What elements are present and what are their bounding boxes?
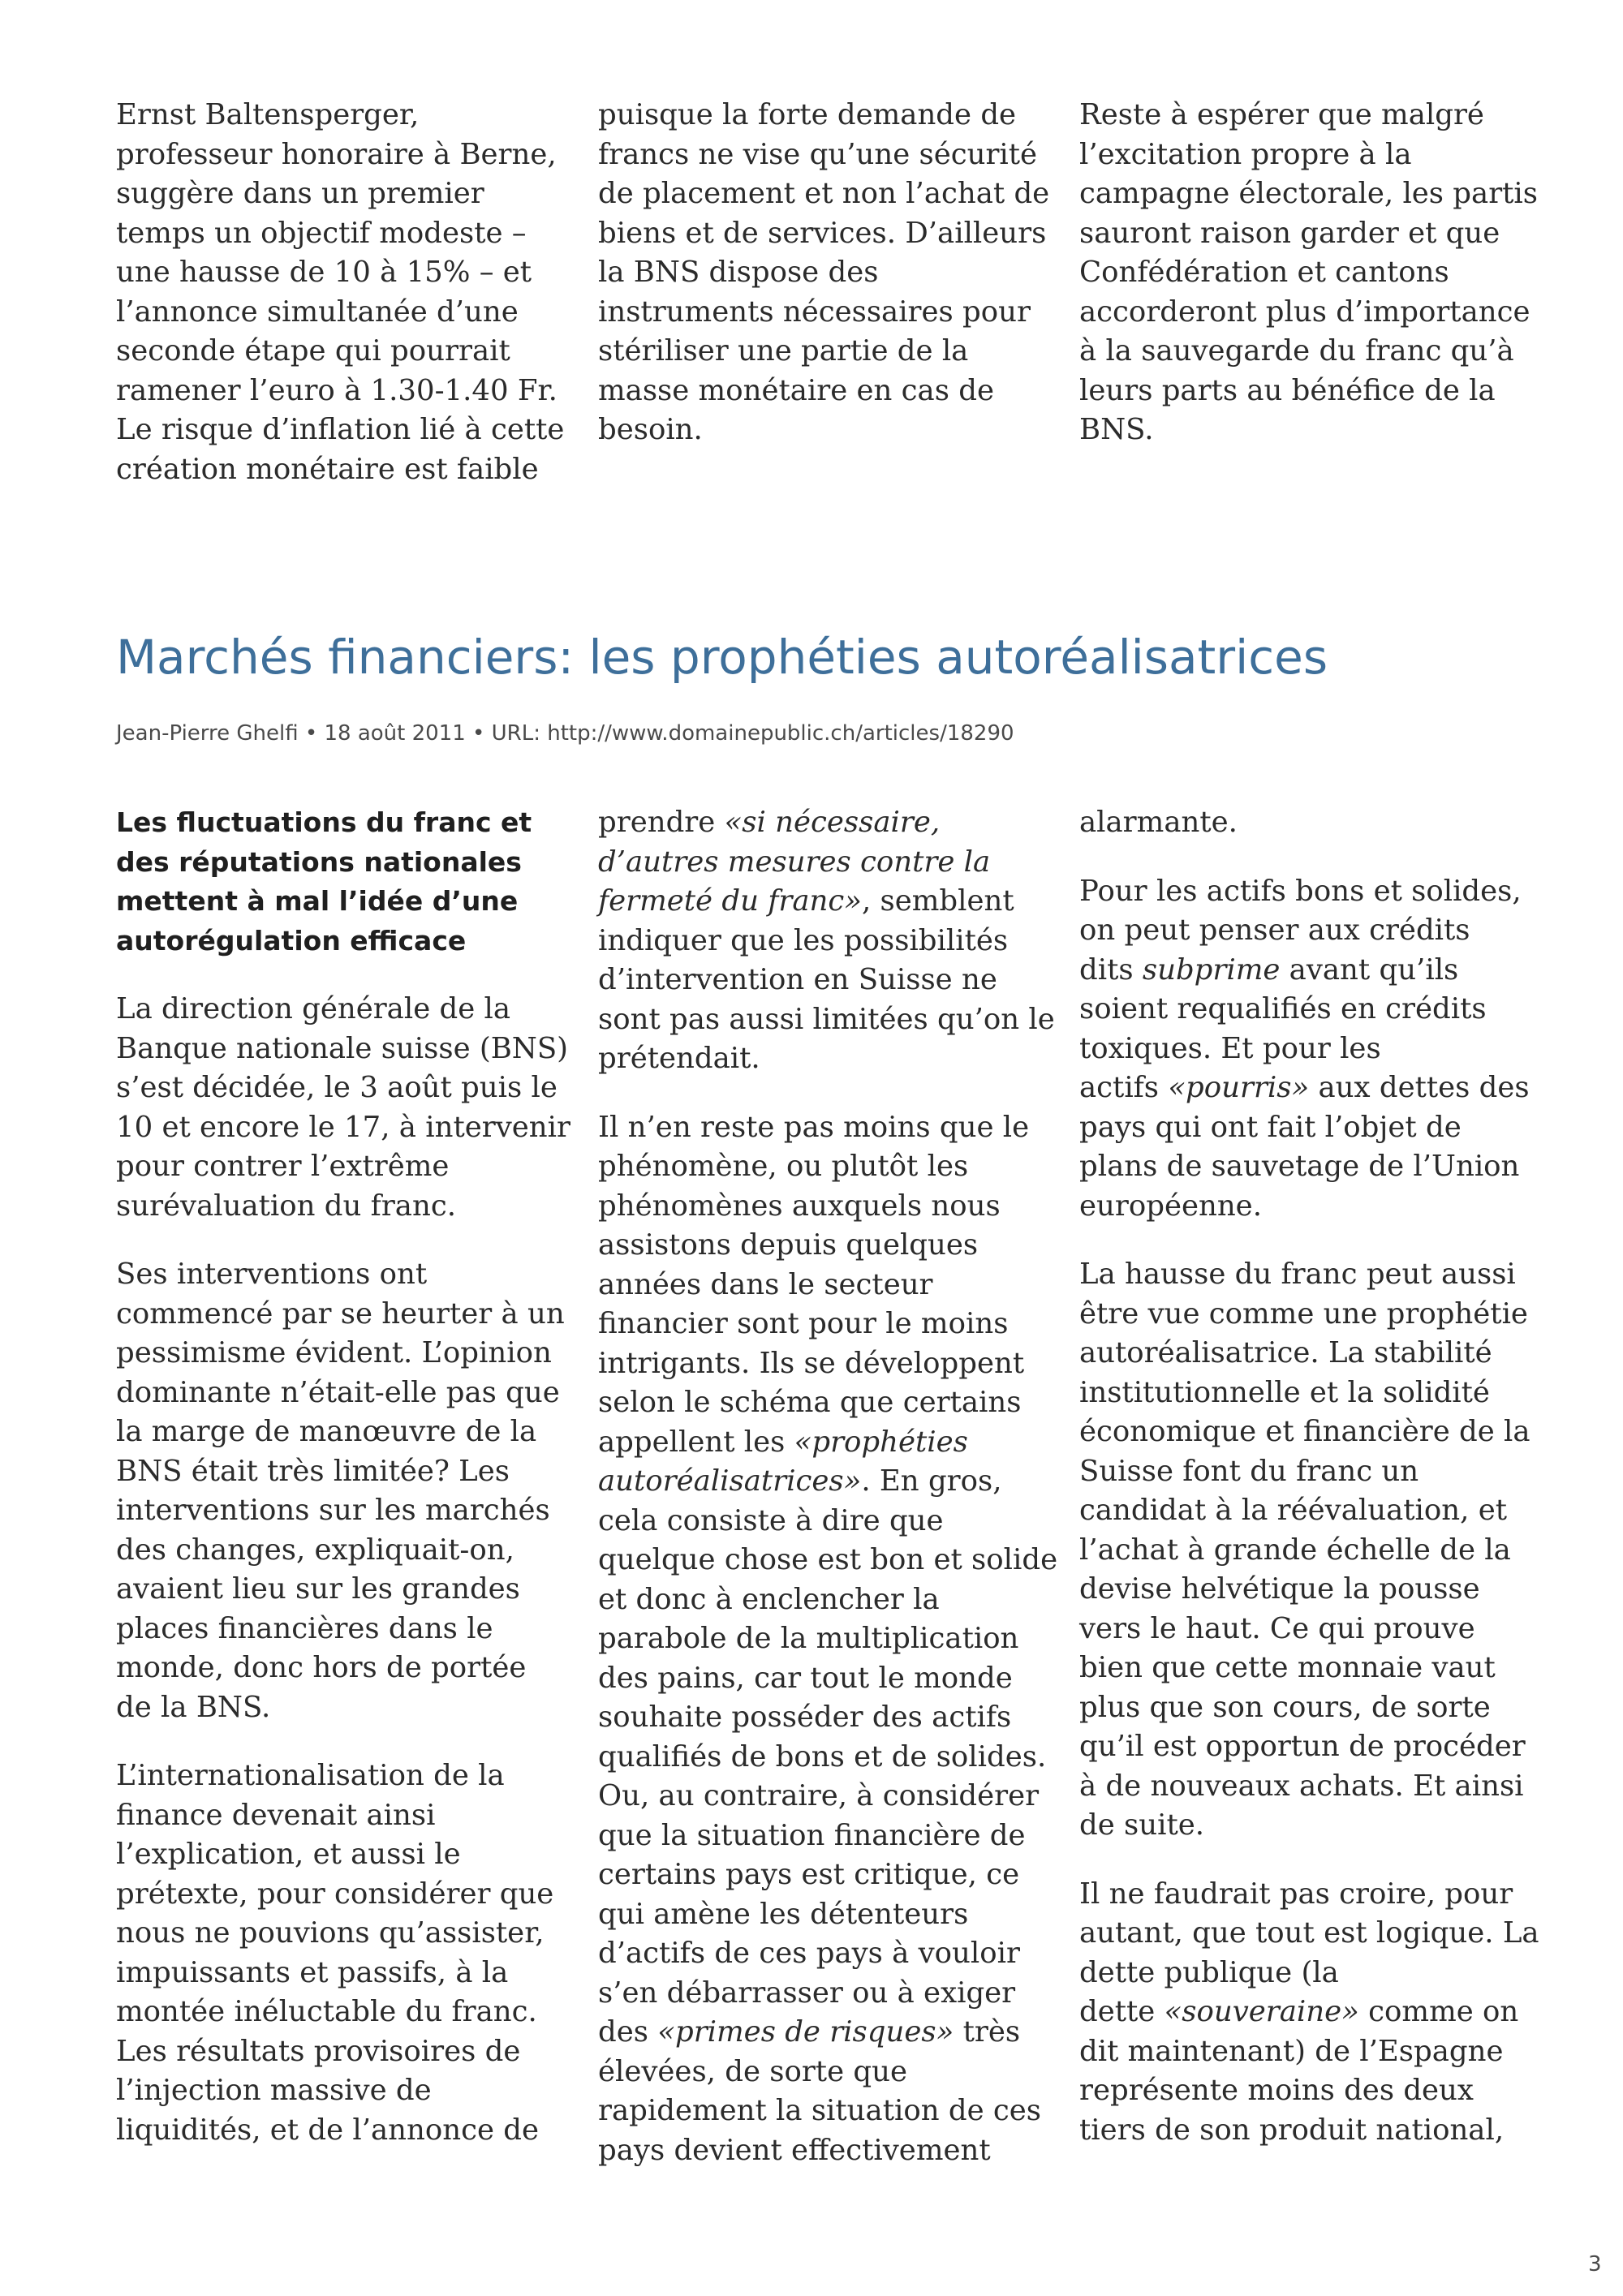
text-line: quelque chose est bon et solide [598, 1543, 1058, 1576]
text-line: Ernst Baltensperger, [116, 98, 420, 131]
text-line: de suite. [1079, 1808, 1205, 1842]
paragraph [1079, 1255, 1530, 1846]
text-line: la marge de manœuvre de la [116, 1415, 537, 1448]
quote-text: «souveraine» [1164, 1995, 1359, 2028]
text-line: impuissants et passifs, à la [116, 1955, 509, 1989]
text-line: institutionnelle et la solidité [1079, 1375, 1490, 1409]
article-lead [116, 803, 554, 961]
text-line: mettent à mal l’idée d’une [116, 885, 519, 917]
text-line: pays devient effectivement [598, 2133, 991, 2167]
text-line: représente moins des deux [1079, 2074, 1474, 2107]
text-line: vers le haut. Ce qui prouve [1079, 1611, 1475, 1645]
text-line: ramener l’euro à 1.30-1.40 Fr. [116, 373, 558, 407]
text-line: l’achat à grande échelle de la [1079, 1533, 1511, 1567]
text-line: devise helvétique la pousse [1079, 1572, 1480, 1606]
text-line: des «primes de risques» très [598, 2015, 1021, 2049]
text-line: dette publique (la [1079, 1955, 1339, 1989]
top-column-1 [116, 96, 565, 518]
text-line: autoréalisatrice. La stabilité [1079, 1336, 1492, 1369]
article-column-1 [116, 803, 570, 2179]
text-line: Reste à espérer que malgré [1079, 98, 1484, 131]
text-line: autoréalisatrices». En gros, [598, 1464, 1002, 1498]
text-line: dits subprime avant qu’ils [1079, 952, 1459, 987]
article-column-3 [1079, 803, 1539, 2179]
top-column-3 [1079, 96, 1539, 479]
text-line: montée inéluctable du franc. [116, 1995, 537, 2028]
text-line: autorégulation efficace [116, 924, 467, 957]
text-line: soient requalifiés en crédits [1079, 992, 1487, 1025]
text-line: s’est décidée, le 3 août puis le [116, 1071, 558, 1104]
text-line: une hausse de 10 à 15% – et [116, 256, 532, 289]
text-line: années dans le secteur [598, 1267, 933, 1301]
text-line: rapidement la situation de ces [598, 2094, 1041, 2127]
quote-text: «primes de risques» [657, 2015, 954, 2049]
text-line: des pains, car tout le monde [598, 1661, 1013, 1695]
text-line: tiers de son produit national, [1079, 2113, 1505, 2147]
text-line: qui amène les détenteurs [598, 1897, 969, 1931]
text-line: prendre «si nécessaire, [598, 806, 941, 839]
text-line: et donc à enclencher la [598, 1582, 940, 1616]
text-line: La direction générale de la [116, 992, 511, 1025]
text-line: sont pas aussi limitées qu’on le [598, 1002, 1055, 1036]
text-line: on peut penser aux crédits [1079, 914, 1470, 947]
text-line: finance devenait ainsi [116, 1798, 436, 1832]
text-line: Il n’en reste pas moins que le [598, 1110, 1030, 1144]
text-line: La hausse du franc peut aussi [1079, 1258, 1516, 1291]
text-line: biens et de services. D’ailleurs [598, 216, 1047, 250]
text-line: selon le schéma que certains [598, 1386, 1022, 1419]
text-line: appellent les «prophéties [598, 1425, 968, 1459]
text-line: phénomène, ou plutôt les [598, 1150, 969, 1183]
text-line: francs ne vise qu’une sécurité [598, 137, 1038, 171]
text-line: Confédération et cantons [1079, 256, 1449, 289]
text-line: seconde étape qui pourrait [116, 334, 510, 368]
text-line: qu’il est opportun de procéder [1079, 1730, 1526, 1763]
text-line: leurs parts au bénéfice de la [1079, 373, 1496, 407]
text-line: L’internationalisation de la [116, 1759, 505, 1792]
text-line: des réputations nationales [116, 845, 522, 878]
paragraph [1079, 1875, 1539, 2151]
text-line: 10 et encore le 17, à intervenir [116, 1110, 570, 1144]
text-line: sauront raison garder et que [1079, 216, 1500, 250]
text-line: être vue comme une prophétie [1079, 1296, 1528, 1331]
text-line: dit maintenant) de l’Espagne [1079, 2034, 1504, 2068]
paragraph [1079, 872, 1530, 1227]
text-line: financier sont pour le moins [598, 1307, 1009, 1340]
quote-text: «prophéties [794, 1425, 968, 1459]
quote-text: «si nécessaire, [724, 806, 941, 839]
text-line: certains pays est critique, ce [598, 1858, 1020, 1891]
text-line: puisque la forte demande de [598, 98, 1017, 131]
paragraph [116, 96, 565, 489]
text-line: l’explication, et aussi le [116, 1838, 461, 1871]
text-line: européenne. [1079, 1189, 1262, 1223]
text-line: alarmante. [1079, 806, 1238, 839]
text-line: avaient lieu sur les grandes [116, 1572, 520, 1606]
text-line [598, 843, 1036, 883]
article-title: Marchés financiers: les prophéties autoréalisatrices [116, 630, 1328, 685]
text-line: indiquer que les possibilités [598, 923, 1009, 957]
text-line: l’annonce simultanée d’une [116, 295, 519, 329]
article-column-2 [598, 803, 1058, 2199]
text-line: souhaite posséder des actifs [598, 1701, 1012, 1734]
text-line: bien que cette monnaie vaut [1079, 1651, 1496, 1684]
page-number: 3 [1588, 2252, 1602, 2277]
paragraph [1079, 803, 1518, 843]
text-line: pays qui ont fait l’objet de [1079, 1110, 1462, 1144]
text-line: Ses interventions ont [116, 1258, 428, 1291]
text-line: de la BNS. [116, 1690, 271, 1724]
paragraph [598, 96, 1050, 450]
quote-text: autoréalisatrices» [598, 1464, 862, 1498]
text-line: instruments nécessaires pour [598, 295, 1031, 329]
text-line: plus que son cours, de sorte [1079, 1690, 1491, 1724]
text-line: pour contrer l’extrême [116, 1150, 450, 1183]
article-byline: Jean-Pierre Ghelfi • 18 août 2011 • URL: http://www.domainepublic.ch/articles/18290 [116, 721, 1014, 746]
text-line: la BNS dispose des [598, 256, 879, 289]
text-line: nous ne pouvions qu’assister, [116, 1916, 545, 1950]
text-line: des changes, expliquait-on, [116, 1533, 514, 1567]
text-line: pessimisme évident. L’opinion [116, 1336, 552, 1369]
text-line: intrigants. Ils se développent [598, 1346, 1025, 1380]
text-line: Les fluctuations du franc et [116, 806, 532, 838]
text-line: autant, que tout est logique. La [1079, 1916, 1539, 1950]
paragraph [598, 803, 1055, 1079]
text-line: dominante n’était-elle pas que [116, 1375, 560, 1409]
text-line: accorderont plus d’importance [1079, 295, 1530, 329]
text-line: prétexte, pour considérer que [116, 1877, 554, 1911]
text-line: création monétaire est faible [116, 452, 539, 486]
text-line: masse monétaire en cas de [598, 373, 994, 407]
text-line: places financières dans le [116, 1611, 493, 1645]
text-line: BNS. [1079, 413, 1154, 446]
text-line: élevées, de sorte que [598, 2054, 907, 2088]
text-line: d’actifs de ces pays à vouloir [598, 1937, 1020, 1970]
text-line: parabole de la multiplication [598, 1622, 1019, 1655]
text-line: Banque nationale suisse (BNS) [116, 1031, 569, 1065]
text-line: temps un objectif modeste – [116, 216, 527, 250]
paragraph [1079, 96, 1539, 450]
text-line: phénomènes auxquels nous [598, 1189, 1001, 1223]
text-line: que la situation financière de [598, 1818, 1026, 1852]
quote-text: «pourris» [1168, 1071, 1310, 1104]
text-line: monde, donc hors de portée [116, 1651, 527, 1684]
text-line: cela consiste à dire que [598, 1503, 944, 1537]
text-line: Ou, au contraire, à considérer [598, 1779, 1040, 1812]
top-column-2 [598, 96, 1050, 479]
text-line: BNS était très limitée? Les [116, 1454, 510, 1488]
paragraph [116, 1255, 565, 1727]
text-line: l’excitation propre à la [1079, 137, 1412, 171]
term-text: subprime [1142, 952, 1281, 987]
text-line: surévaluation du franc. [116, 1189, 456, 1223]
text-line: Il ne faudrait pas croire, pour [1079, 1877, 1513, 1911]
text-line: toxiques. Et pour les [1079, 1031, 1381, 1065]
text-line: s’en débarrasser ou à exiger [598, 1976, 1016, 2010]
text-line: liquidités, et de l’annonce de [116, 2113, 540, 2147]
text-line: à de nouveaux achats. Et ainsi [1079, 1769, 1524, 1803]
text-line: de placement et non l’achat de [598, 177, 1050, 210]
text-line: fermeté du franc», semblent [598, 884, 1014, 918]
text-line: besoin. [598, 413, 703, 446]
text-line: prétendait. [598, 1042, 760, 1075]
text-line: plans de sauvetage de l’Union [1079, 1150, 1520, 1183]
text-line: économique et financière de la [1079, 1415, 1530, 1448]
text-line: d’intervention en Suisse ne [598, 963, 997, 996]
text-line: Le risque d’inflation lié à cette [116, 413, 565, 446]
paragraph [116, 1756, 554, 2150]
text-line: assistons depuis quelques [598, 1228, 979, 1262]
text-line: Pour les actifs bons et solides, [1079, 874, 1522, 908]
text-line: qualifiés de bons et de solides. [598, 1739, 1047, 1774]
text-line: stériliser une partie de la [598, 334, 969, 368]
text-line: à la sauvegarde du franc qu’à [1079, 334, 1514, 368]
quote-text: fermeté du franc» [598, 884, 862, 918]
text-line: interventions sur les marchés [116, 1494, 550, 1527]
text-line: Suisse font du franc un [1079, 1454, 1419, 1488]
text-line: professeur honoraire à Berne, [116, 137, 557, 171]
text-line: suggère dans un premier [116, 177, 484, 210]
quote-text: d’autres mesures contre la [598, 845, 991, 879]
text-line: candidat à la réévaluation, et [1079, 1494, 1507, 1527]
text-line: Les résultats provisoires de [116, 2034, 521, 2068]
paragraph [598, 1108, 1058, 2171]
text-line: l’injection massive de [116, 2074, 432, 2107]
text-line: actifs «pourris» aux dettes des [1079, 1071, 1530, 1104]
paragraph [116, 990, 570, 1226]
text-line: dette «souveraine» comme on [1079, 1995, 1519, 2028]
text-line: commencé par se heurter à un [116, 1296, 565, 1331]
text-line: campagne électorale, les partis [1079, 177, 1539, 210]
